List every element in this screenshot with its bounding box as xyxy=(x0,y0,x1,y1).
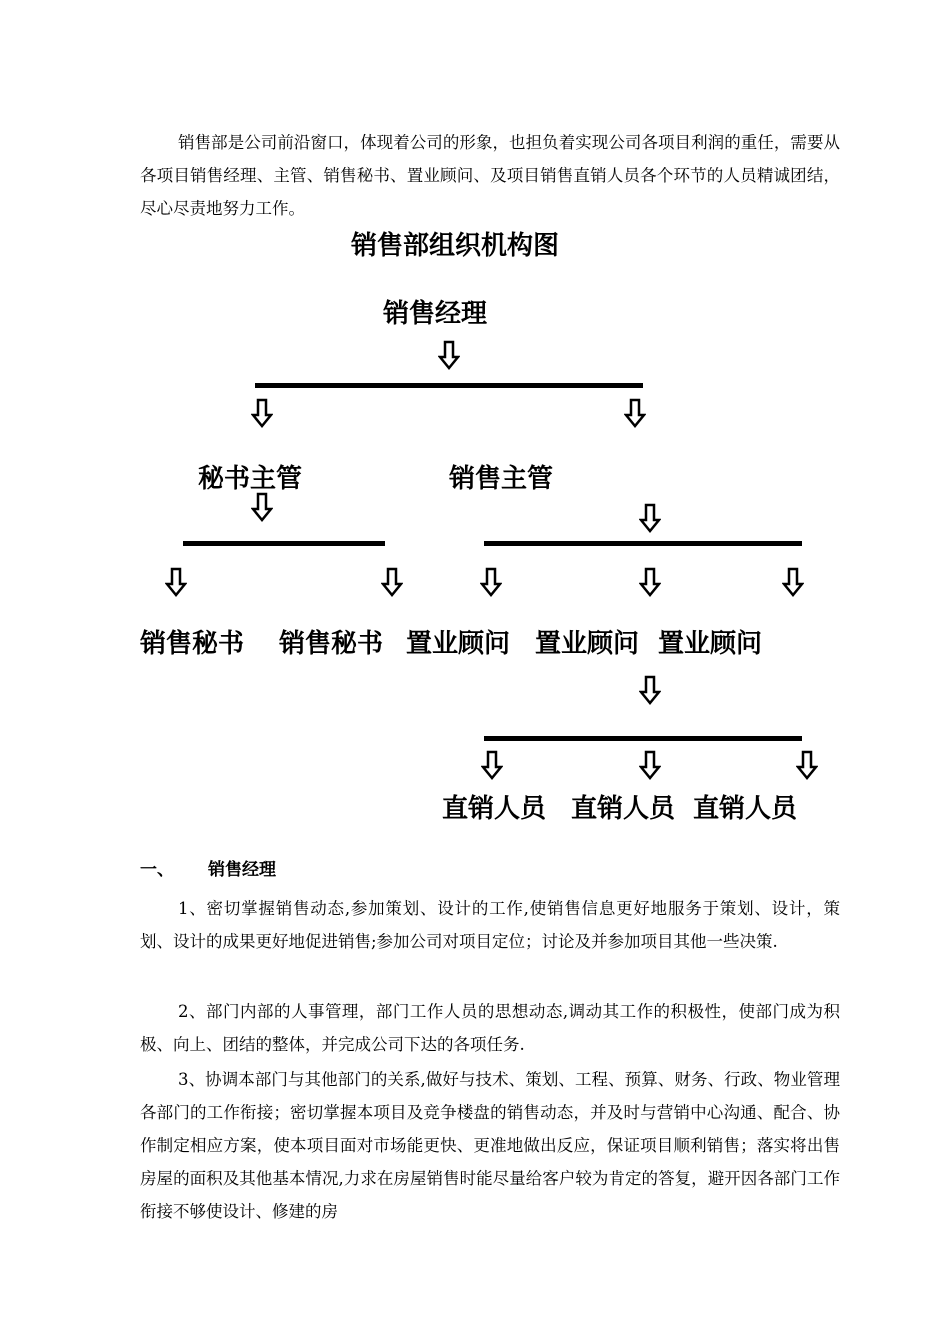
node-sales-secretary: 销售秘书 xyxy=(279,629,384,659)
down-arrow-icon xyxy=(624,398,646,428)
section-item-text: 2、部门内部的人事管理，部门工作人员的思想动态,调动其工作的积极性，使部门成为积极、向上、团结的整体，并完成公司下达的各项任务. xyxy=(140,1002,840,1054)
section-item-text: 3、协调本部门与其他部门的关系,做好与技术、策划、工程、预算、财务、行政、物业管理各部门的工作衔接；密切掌握本项目及竞争楼盘的销售动态，并及时与营销中心沟通、配合、协作制定相应方案，使本项目面对市场能更快、更准地做出反应，保证项目顺利销售；落实将出售房屋的面积及其他基本情况,力求在房屋销售时能尽量给客户较为肯定的答复，避开因各部门工作衔接不够使设计、修建的房 xyxy=(140,1070,840,1221)
down-arrow-icon xyxy=(639,675,661,705)
connector-line xyxy=(183,541,385,546)
node-sales-supervisor: 销售主管 xyxy=(449,464,554,494)
down-arrow-icon xyxy=(381,567,403,597)
down-arrow-icon xyxy=(796,750,818,780)
node-sales-secretary: 销售秘书 xyxy=(140,629,245,659)
node-direct-sales: 直销人员 xyxy=(693,794,798,824)
node-property-consultant: 置业顾问 xyxy=(658,629,763,659)
down-arrow-icon xyxy=(481,750,503,780)
section-item xyxy=(140,995,840,1061)
section-item-text: 1、密切掌握销售动态,参加策划、设计的工作,使销售信息更好地服务于策划、设计，策划、设计的成果更好地促进销售;参加公司对项目定位；讨论及并参加项目其他一些决策. xyxy=(140,899,840,951)
down-arrow-icon xyxy=(165,567,187,597)
down-arrow-icon xyxy=(251,492,273,522)
down-arrow-icon xyxy=(782,567,804,597)
down-arrow-icon xyxy=(251,398,273,428)
node-direct-sales: 直销人员 xyxy=(571,794,676,824)
connector-line xyxy=(255,383,643,388)
section-title: 销售经理 xyxy=(208,860,276,880)
node-property-consultant: 置业顾问 xyxy=(406,629,511,659)
down-arrow-icon xyxy=(639,503,661,533)
down-arrow-icon xyxy=(480,567,502,597)
org-chart-title: 销售部组织机构图 xyxy=(350,231,559,261)
down-arrow-icon xyxy=(639,567,661,597)
intro-paragraph xyxy=(140,126,840,225)
section-item xyxy=(140,1063,840,1228)
section-item xyxy=(140,892,840,958)
node-property-consultant: 置业顾问 xyxy=(535,629,640,659)
section-heading xyxy=(140,855,276,885)
node-sales-manager: 销售经理 xyxy=(383,299,488,329)
down-arrow-icon xyxy=(639,750,661,780)
connector-line xyxy=(484,541,802,546)
node-direct-sales: 直销人员 xyxy=(442,794,547,824)
node-secretary-supervisor: 秘书主管 xyxy=(198,464,303,494)
intro-text: 销售部是公司前沿窗口，体现着公司的形象，也担负着实现公司各项目利润的重任，需要从各项目销售经理、主管、销售秘书、置业顾问、及项目销售直销人员各个环节的人员精诚团结，尽心尽责地努力工作。 xyxy=(140,133,840,218)
connector-line xyxy=(484,736,802,741)
down-arrow-icon xyxy=(438,340,460,370)
section-number: 一、 xyxy=(140,860,174,880)
